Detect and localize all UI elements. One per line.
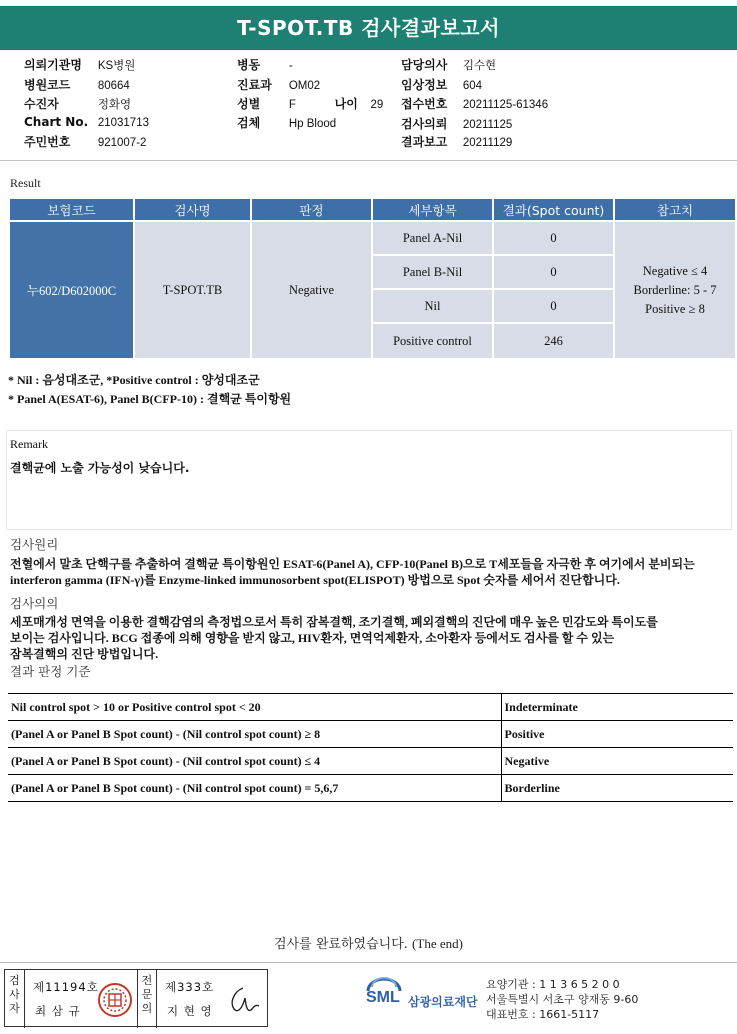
info-label: 나이 (334, 97, 358, 111)
tester-name: 최 삼 규 (35, 1004, 81, 1018)
info-row (401, 95, 548, 112)
judgement-cell: Negative (252, 222, 371, 358)
info-row (401, 76, 482, 93)
address-line: 요양기관 : 1 1 3 6 5 2 0 0 (486, 978, 620, 991)
table-row (8, 721, 733, 748)
info-value: 20211125-61346 (462, 99, 549, 111)
significance-text (10, 614, 732, 662)
significance-line: 세포매개성 면역을 이용한 결핵감염의 측정법으로서 특히 잠복결핵, 조기결핵, 폐외결핵의 진단에 매우 높은 민감도와 특이도를 (10, 615, 658, 629)
criteria-result: Negative (501, 748, 733, 775)
info-row (401, 115, 512, 132)
significance-line: 보이는 검사입니다. BCG 접종에 의해 영향을 받지 않고, HIV환자, 면역억제환자, 소아환자 등에서도 검사를 할 수 있는 (10, 631, 615, 645)
logo-org-name: 삼광의료재단 (408, 995, 478, 1009)
footnote-controls: * Nil : 음성대조군, *Positive control : 양성대조군 (8, 373, 260, 387)
end-english: (The end) (412, 936, 463, 951)
result-header-row (10, 199, 735, 222)
address-line: 서울특별시 서초구 양재동 9-60 (486, 993, 639, 1006)
remark-text: 결핵균에 노출 가능성이 낮습니다. (10, 461, 190, 475)
criteria-result: Indeterminate (501, 694, 733, 721)
info-row (24, 95, 131, 112)
info-label: 수진자 (24, 97, 59, 111)
signature-box (4, 969, 268, 1027)
info-row (24, 76, 130, 93)
principle-label: 검사원리 (10, 537, 59, 552)
criteria-label: 결과 판정 기준 (10, 664, 91, 679)
info-value: 20211129 (462, 137, 513, 149)
test-name-cell: T-SPOT.TB (135, 222, 250, 358)
end-statement (0, 933, 737, 952)
info-value: 921007-2 (97, 137, 147, 149)
seal-icon (97, 982, 133, 1018)
address-line: 대표번호 : 1661-5117 (486, 1008, 600, 1021)
reference-cell (615, 222, 735, 358)
header-test-name: 검사명 (135, 199, 250, 222)
tester-license: 제11194호 (33, 980, 99, 994)
table-row (8, 694, 733, 721)
significance-line: 잠복결핵의 진단 방법입니다. (10, 647, 159, 661)
info-value: 정화영 (97, 99, 132, 111)
reviewer-name: 지 현 영 (167, 1004, 213, 1018)
info-label: 검체 (237, 116, 261, 130)
info-label: 담당의사 (401, 58, 448, 72)
divider (0, 160, 737, 161)
detail-item-cell: Nil (373, 290, 492, 324)
info-value: 29 (370, 99, 384, 111)
info-value: OM02 (288, 80, 321, 92)
info-value: KS병원 (97, 60, 136, 72)
report-title: T-SPOT.TB 검사결과보고서 (0, 6, 737, 50)
info-row (401, 56, 496, 73)
spot-count-cell: 0 (494, 256, 613, 290)
detail-item-cell: Panel A-Nil (373, 222, 492, 256)
header-spot-count: 결과(Spot count) (494, 199, 613, 222)
table-row (8, 775, 733, 802)
info-label: 임상정보 (401, 78, 448, 92)
result-table (8, 199, 737, 358)
header-insurance-code: 보험코드 (10, 199, 133, 222)
tester-label-text: 검사자 (9, 974, 20, 1015)
reference-positive: Positive ≥ 8 (645, 301, 705, 316)
spot-count-cell: 246 (494, 324, 613, 358)
info-label: 검사의뢰 (401, 117, 448, 131)
info-label: Chart No. (24, 115, 89, 129)
info-row (24, 56, 135, 73)
result-section-label: Result (10, 176, 41, 190)
criteria-condition: Nil control spot > 10 or Positive control spot < 20 (8, 694, 501, 721)
info-label: 의뢰기관명 (24, 58, 82, 72)
info-value: - (288, 60, 293, 72)
info-value: F (288, 99, 296, 111)
footer (0, 962, 737, 1034)
detail-item-cell: Panel B-Nil (373, 256, 492, 290)
info-value: 김수현 (462, 60, 497, 72)
info-label: 병원코드 (24, 78, 71, 92)
info-label: 접수번호 (401, 97, 448, 111)
info-row (237, 114, 336, 131)
info-label: 진료과 (237, 78, 272, 92)
criteria-result: Positive (501, 721, 733, 748)
header-judgement: 판정 (252, 199, 371, 222)
info-row (401, 133, 512, 150)
detail-item-cell: Positive control (373, 324, 492, 358)
principle-line: 전혈에서 말초 단핵구를 추출하여 결핵균 특이항원인 ESAT-6(Panel A), CFP-10(Panel B)으로 T세포들을 자극한 후 여기에서 분비되는 (10, 557, 695, 571)
remark-box (6, 430, 732, 530)
info-row (237, 56, 293, 73)
info-row (24, 115, 149, 129)
logo-sml-text: SML (366, 989, 400, 1006)
criteria-table (8, 693, 733, 802)
info-row (237, 95, 383, 112)
reference-negative: Negative ≤ 4 (642, 263, 708, 278)
reference-borderline: Borderline: 5 - 7 (633, 282, 717, 297)
spot-count-cell: 0 (494, 290, 613, 324)
insurance-code-cell: 누602/D602000C (10, 222, 133, 358)
principle-text (10, 556, 732, 588)
info-value: 604 (462, 80, 483, 92)
info-value: 80664 (97, 80, 130, 92)
info-value: Hp Blood (288, 118, 337, 130)
info-label: 병동 (237, 58, 261, 72)
info-value: 21031713 (97, 117, 149, 129)
info-label: 결과보고 (401, 135, 448, 149)
criteria-condition: (Panel A or Panel B Spot count) - (Nil control spot count) = 5,6,7 (8, 775, 501, 802)
criteria-result: Borderline (501, 775, 733, 802)
spot-count-cell: 0 (494, 222, 613, 256)
info-value: 20211125 (462, 119, 513, 131)
info-row (237, 76, 320, 93)
header-detail-item: 세부항목 (373, 199, 492, 222)
reviewer-label (137, 970, 157, 1028)
header-reference: 참고치 (615, 199, 735, 222)
info-label: 성별 (237, 97, 261, 111)
criteria-condition: (Panel A or Panel B Spot count) - (Nil control spot count) ≥ 8 (8, 721, 501, 748)
table-row (8, 748, 733, 775)
signature-icon (225, 984, 263, 1016)
significance-label: 검사의의 (10, 596, 59, 611)
remark-label: Remark (10, 437, 48, 451)
reviewer-label-text: 전문의 (141, 974, 153, 1015)
info-row (24, 133, 146, 150)
end-korean: 검사를 완료하였습니다. (274, 937, 408, 952)
principle-line: interferon gamma (IFN-γ)를 Enzyme-linked immunosorbent spot(ELISPOT) 방법으로 Spot 숫자를 세어서 진단합니다. (10, 573, 620, 587)
tester-label (5, 970, 25, 1028)
table-row (10, 222, 735, 256)
criteria-condition: (Panel A or Panel B Spot count) - (Nil control spot count) ≤ 4 (8, 748, 501, 775)
institution-address (486, 977, 638, 1022)
reviewer-license: 제333호 (165, 980, 215, 994)
footnote-antigens: * Panel A(ESAT-6), Panel B(CFP-10) : 결핵균 특이항원 (8, 392, 292, 406)
info-label: 주민번호 (24, 135, 71, 149)
